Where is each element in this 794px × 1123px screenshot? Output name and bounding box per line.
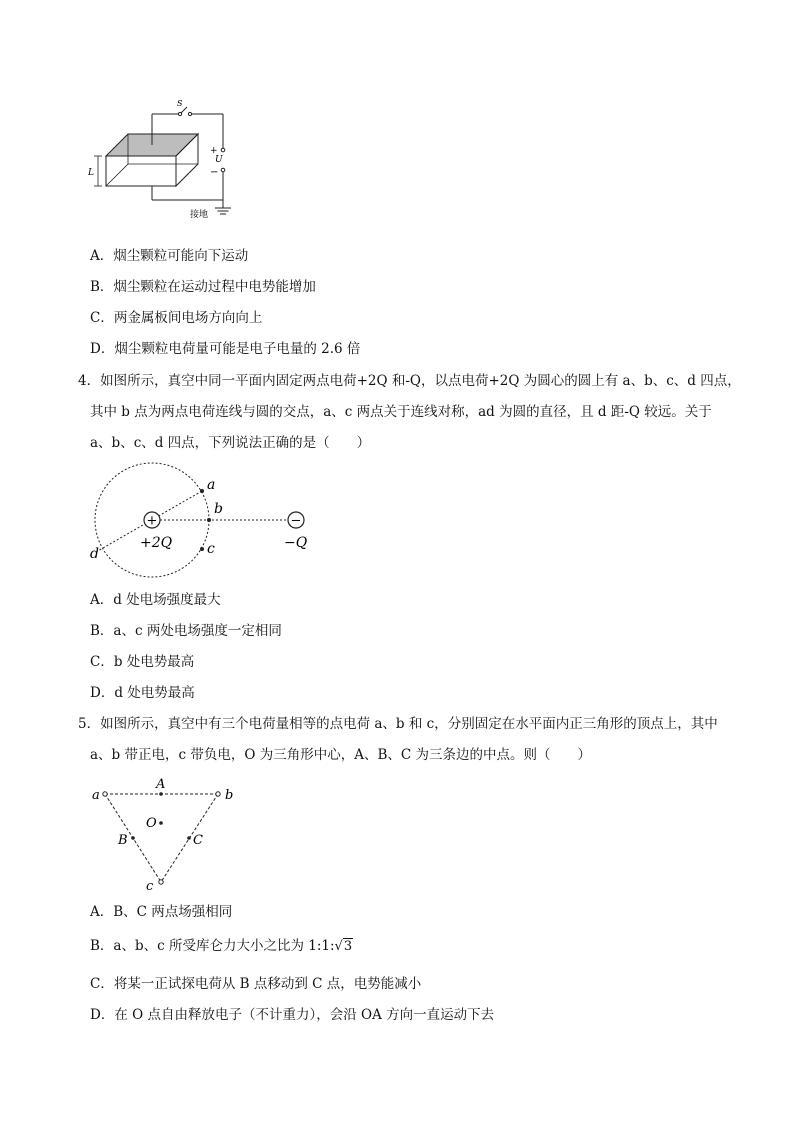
precipitator-figure	[88, 96, 238, 226]
ground-label: 接地	[190, 210, 209, 220]
q3-option-d: D．烟尘颗粒电荷量可能是电子电量的 2.6 倍	[90, 341, 361, 357]
vertex-b	[216, 792, 220, 796]
midpoint-c-label: C	[193, 833, 203, 848]
switch-label: S	[177, 99, 183, 108]
center-o-dot	[159, 821, 163, 825]
midpoint-a-label: A	[156, 777, 166, 792]
q4-stem-line1: 4．如图所示，真空中同一平面内固定两点电荷+2Q 和-Q，以点电荷+2Q 为圆心的圆上有 a、b、c、d 四点，	[78, 373, 741, 389]
pos-charge-label: +2Q	[140, 535, 173, 551]
vertex-c-label: c	[146, 879, 154, 894]
q4-stem-line3: a、b、c、d 四点，下列说法正确的是（ ）	[90, 435, 371, 451]
pos-charge-sign: +	[146, 513, 158, 529]
point-d-label: d	[90, 546, 99, 562]
sqrt-radicand: 3	[343, 939, 353, 954]
vertex-a	[103, 792, 107, 796]
q4-option-b: B．a、c 两处电场强度一定相同	[90, 623, 282, 639]
midpoint-b-label: B	[118, 833, 128, 848]
point-b-label: b	[214, 501, 223, 517]
q5-option-c: C．将某一正试探电荷从 B 点移动到 C 点，电势能减小	[90, 976, 422, 992]
vertex-b-label: b	[225, 788, 234, 803]
neg-charge-label: −Q	[284, 535, 308, 551]
q3-option-c: C．两金属板间电场方向向上	[90, 310, 263, 326]
point-c-dot	[200, 547, 204, 551]
point-a-label: a	[207, 477, 216, 493]
sqrt-expression	[335, 938, 354, 956]
q4-stem-line2: 其中 b 点为两点电荷连线与圆的交点，a、c 两点关于连线对称，ad 为圆的直径，且 d 距-Q 较远。关于	[90, 404, 712, 420]
midpoint-c-dot	[187, 836, 191, 840]
vertex-c	[159, 880, 163, 884]
voltage-label: U	[215, 155, 223, 165]
point-a-dot	[200, 489, 204, 493]
q4-option-d: D．d 处电势最高	[90, 685, 195, 701]
midpoint-b-dot	[131, 836, 135, 840]
q3-option-a: A．烟尘颗粒可能向下运动	[90, 248, 249, 264]
sqrt-sign: √	[334, 939, 343, 954]
minus-terminal-label: −	[210, 167, 219, 178]
q4-option-c: C．b 处电势最高	[90, 654, 195, 670]
vertex-a-label: a	[92, 788, 100, 803]
q4-option-a: A．d 处电场强度最大	[90, 592, 221, 608]
plus-terminal-label: +	[210, 146, 218, 156]
q5-option-b-text: B．a、b、c 所受库仑力大小之比为 1:1:	[90, 938, 335, 954]
q5-option-d: D．在 O 点自由释放电子（不计重力），会沿 OA 方向一直运动下去	[90, 1007, 495, 1023]
q3-option-b: B．烟尘颗粒在运动过程中电势能增加	[90, 279, 316, 295]
center-o-label: O	[146, 816, 157, 831]
q5-stem-line1: 5．如图所示，真空中有三个电荷量相等的点电荷 a、b 和 c，分别固定在水平面内正三角形的顶点上，其中	[78, 716, 718, 732]
point-c-label: c	[207, 541, 215, 557]
q5-option-b	[90, 937, 353, 956]
q4-charges-figure	[86, 462, 326, 582]
midpoint-a-dot	[159, 792, 163, 796]
q5-option-a: A．B、C 两点场强相同	[90, 904, 233, 920]
q5-triangle-figure	[88, 774, 248, 894]
point-b-dot	[207, 518, 211, 522]
q5-stem-line2: a、b 带正电，c 带负电，O 为三角形中心，A、B、C 为三条边的中点。则（ ）	[90, 747, 591, 763]
height-label: L	[88, 168, 94, 178]
neg-charge-sign: −	[290, 513, 302, 529]
